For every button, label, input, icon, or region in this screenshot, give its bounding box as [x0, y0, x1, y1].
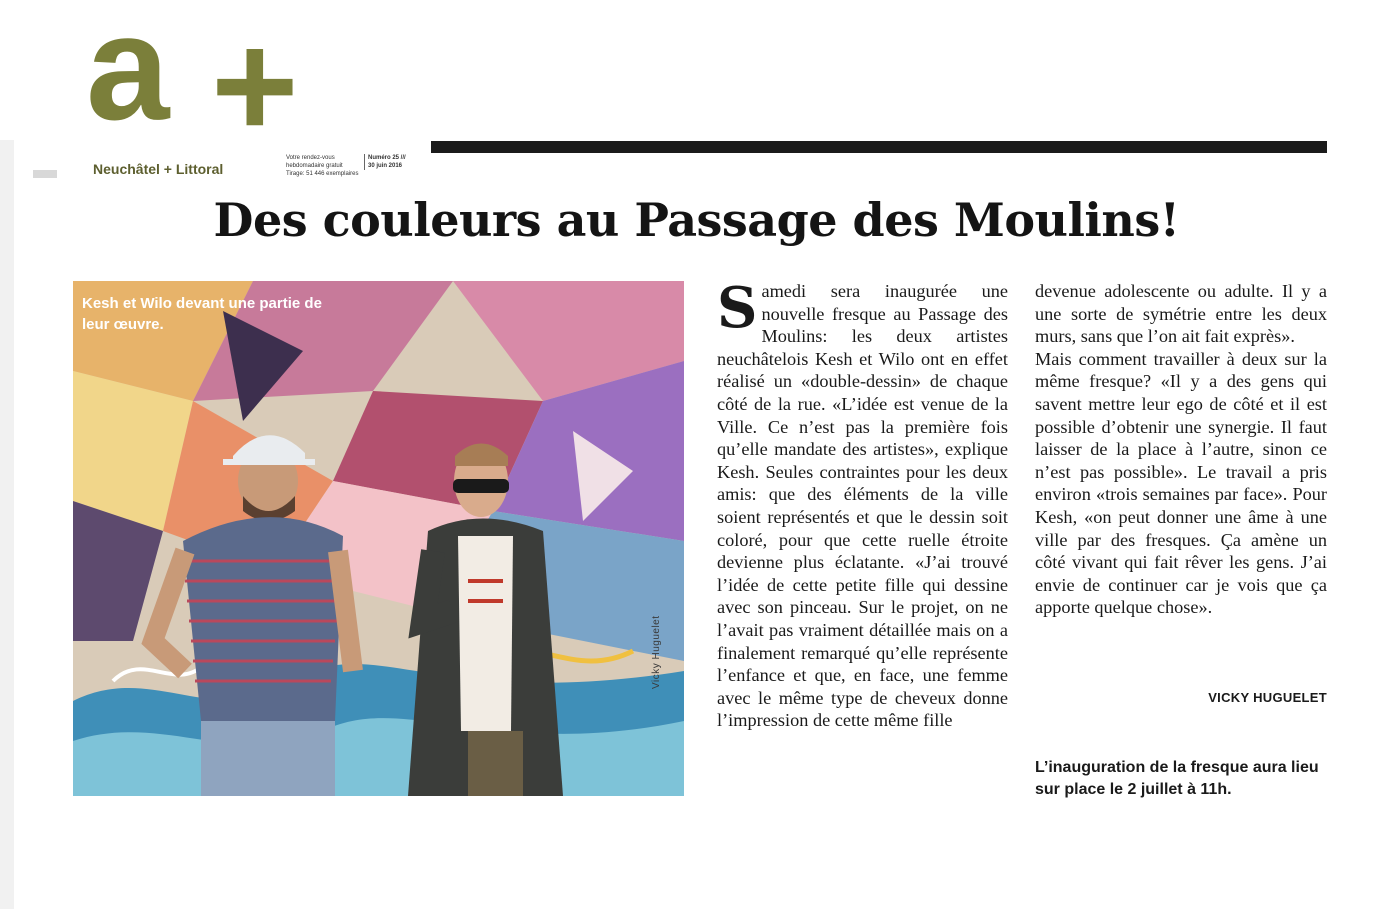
article-column-2: [1035, 280, 1327, 619]
article-text-col1: amedi sera inaugurée une nouvelle fresque au Passage des Moulins: les deux artistes neuchâtelois Kesh et Wilo ont en effet réalisé un «double-dessin» de chaque côté de la rue. «L’idée est venue de la Ville. Ce n’est pas la première fois qu’elle mandate des artistes», explique Kesh. Seules contraintes pour les deux amis: que des éléments de la ville soient représentés et que le dessin soit coloré, pour que cette ruelle étroite devienne plus éclatante. «J’ai trouvé l’idée de cette petite fille qui dessine avec son pinceau. Sur le projet, on ne l’avait pas vraiment détaillée mais on a finalement remarqué qu’elle représente l’enfance et que, en face, une femme avec le même type de cheveux donne l’impression de cette même fille: [717, 281, 1008, 731]
meta-line: Tirage: 51 446 exemplaires: [286, 171, 359, 177]
meta-info: [286, 154, 360, 178]
header-rule: [431, 141, 1327, 153]
article-paragraph: Mais comment travailler à deux sur la même fresque? «Il y a des gens qui savent mettre leur ego de côté et il est possible d’obtenir une synergie. Il faut laisser de la place à l’autre, sinon ce n’est pas possible». Le travail a pris environ «trois semaines par face». Pour Kesh, «on peut donner une âme à une ville par des fresques. Ça amène un côté vivant qui fait rêver les gens. J’ai envie de continuer car je vois que ça apporte quelque chose».: [1035, 348, 1327, 618]
mural-illustration: [73, 281, 684, 796]
article-headline: Des couleurs au Passage des Moulins!: [213, 193, 1180, 247]
edition-label: Neuchâtel + Littoral: [93, 161, 224, 177]
issue-number: Numéro 25 ///: [368, 155, 406, 161]
edge-mark: [33, 170, 57, 178]
meta-line: Votre rendez-vous: [286, 155, 335, 161]
issue-meta: [286, 154, 432, 180]
issue-date: 30 juin 2016: [368, 163, 403, 169]
article-photo: [73, 281, 684, 796]
article-paragraph: devenue adolescente ou adulte. Il y a une sorte de symétrie entre les deux murs, sans que l’on ait fait exprès».: [1035, 281, 1327, 347]
page-edge-shadow: [0, 140, 14, 909]
logo-letter: a: [86, 0, 166, 151]
info-box: L’inauguration de la fresque aura lieu sur place le 2 juillet à 11h.: [1035, 759, 1319, 798]
author-byline: VICKY HUGUELET: [1208, 690, 1327, 705]
meta-line: hebdomadaire gratuit: [286, 163, 343, 169]
photo-credit: Vicky Huguelet: [651, 615, 662, 689]
logo-plus: +: [211, 1, 299, 169]
article-column-1: [717, 275, 1008, 732]
drop-cap: S: [717, 275, 758, 341]
issue-info: [364, 154, 660, 170]
photo-caption: Kesh et Wilo devant une partie de leur œuvre.: [82, 295, 322, 333]
